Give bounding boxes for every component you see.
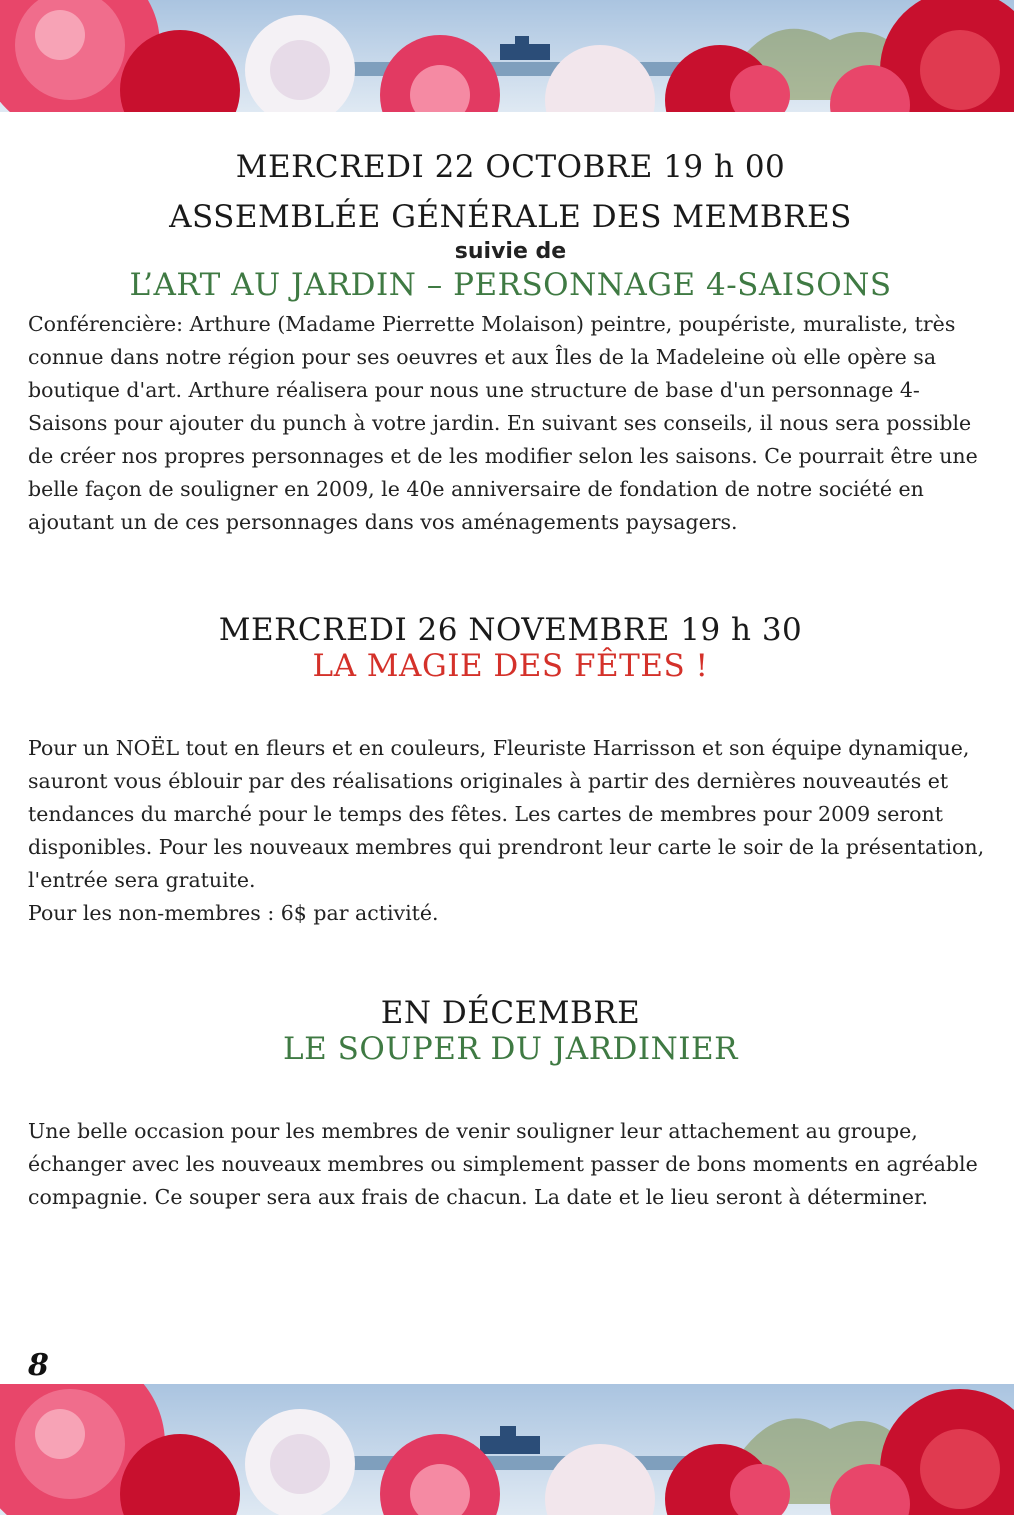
event-date-heading: MERCREDI 22 OCTOBRE 19 h 00: [235, 149, 786, 185]
event-title-heading: LA MAGIE DES FÊTES !: [312, 647, 709, 684]
event-title-heading: LE SOUPER DU JARDINIER: [283, 1030, 738, 1067]
section-souper-du-jardinier: [28, 996, 993, 1214]
event-description: Pour un NOËL tout en fleurs et en couleurs, Fleuriste Harrisson et son équipe dynamique, sauront vous éblouir par des réalisations originales à partir des dernières nouveautés et tendances du marché pour le temps des fêtes. Les cartes de membres pour 2009 seront disponibles. Pour les nouveaux membres qui prendront leur carte le soir de la présentation, l'entrée sera gratuite.: [28, 736, 985, 893]
event-date-heading: MERCREDI 26 NOVEMBRE 19 h 30: [218, 611, 803, 648]
event-description: Conférencière: Arthure (Madame Pierrette Molaison) peintre, poupériste, muraliste, très connue dans notre région pour ses oeuvres et aux Îles de la Madeleine où elle opère sa boutique d'art. Arthure réalisera pour nous une structure de base d'un personnage 4-Saisons pour ajouter du punch à votre jardin. En suivant ses conseils, il nous sera possible de créer nos propres personnages et de les modifier selon les saisons. Ce pourrait être une belle façon de souligner en 2009, le 40e anniversaire de fondation de notre société en ajoutant un de ces personnages dans vos aménagements paysagers.: [28, 311, 978, 534]
event-topic-heading: L’ART AU JARDIN – PERSONNAGE 4-SAISONS: [129, 267, 892, 304]
event-price-note: Pour les non-membres : 6$ par activité.: [28, 901, 439, 926]
bottom-flower-banner: [0, 1384, 1014, 1515]
page-number: 8: [28, 1348, 49, 1383]
event-subtitle: suivie de: [454, 239, 567, 265]
page-content: [28, 112, 993, 1214]
top-flower-banner: [0, 0, 1014, 112]
section-magie-des-fetes: [28, 613, 993, 930]
event-date-heading: EN DÉCEMBRE: [380, 995, 641, 1032]
section-assemblee: [28, 150, 993, 539]
event-title-heading: ASSEMBLÉE GÉNÉRALE DES MEMBRES: [169, 198, 852, 235]
event-description: Une belle occasion pour les membres de venir souligner leur attachement au groupe, échanger avec les nouveaux membres ou simplement passer de bons moments en agréable compagnie. Ce souper sera aux frais de chacun. La date et le lieu seront à déterminer.: [28, 1119, 978, 1210]
